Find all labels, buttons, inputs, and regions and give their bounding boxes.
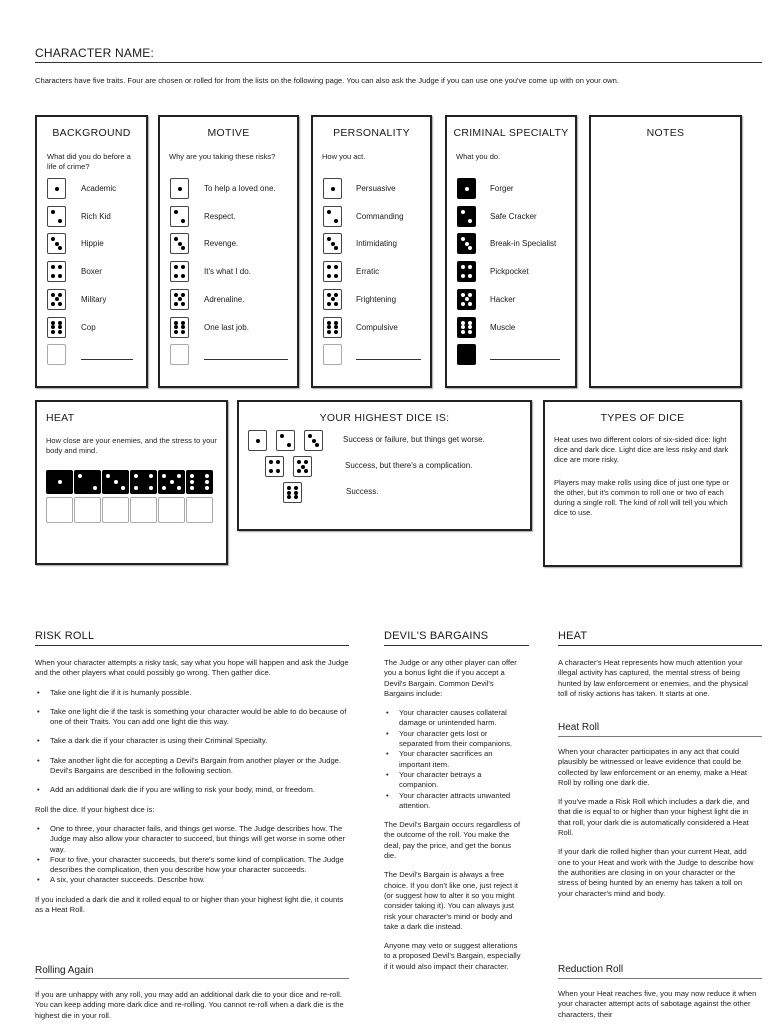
pip	[468, 246, 472, 250]
pip	[461, 237, 465, 241]
pip	[205, 486, 209, 490]
pip	[287, 486, 291, 490]
background-option[interactable]: Cop	[81, 322, 96, 332]
background-die-1-icon[interactable]	[47, 178, 66, 199]
types-of-dice-p2: Players may make rolls using dice of just one type or the other, but it's common to roll one or two of each during a single roll. The kind of roll will tell you which dice to use.	[554, 478, 730, 517]
pip	[461, 293, 465, 297]
heat-section-intro: A character's Heat represents how much attention your illegal activity has captured, the mental stress of being hunted by law enforcement or enemies, and the physical toll of risky actions has taken. It starts at one.	[558, 658, 748, 698]
criminal-die-4-icon[interactable]	[457, 261, 476, 282]
pip	[327, 265, 331, 269]
motive-die-5-icon[interactable]	[170, 289, 189, 310]
risk-roll-bullet: • Take another light die for accepting a Devil's Bargain from another player or the Judge. Devil's Bargains are described in the following section.	[35, 756, 353, 777]
risk-roll-bullet: • Take a dark die if your character is using their Criminal Specialty.	[35, 736, 353, 746]
pip	[58, 219, 62, 223]
motive-custom-line[interactable]	[204, 359, 288, 360]
highest-dice-box	[237, 400, 532, 531]
motive-die-6-icon[interactable]	[170, 317, 189, 338]
pip	[51, 302, 55, 306]
pip	[276, 460, 280, 464]
pip	[174, 325, 178, 329]
personality-custom-line[interactable]	[356, 359, 421, 360]
risk-roll-bullet: • Take one light die if the task is something your character would be able to do because of one of their Traits. You can add one light die this way.	[35, 707, 353, 728]
devils-bullet: • Your character betrays a companion.	[384, 770, 521, 791]
criminal-die-2-icon[interactable]	[457, 206, 476, 227]
pip	[58, 246, 62, 250]
pip	[58, 302, 62, 306]
pip	[327, 210, 331, 214]
personality-die-2-icon[interactable]	[323, 206, 342, 227]
pip	[461, 210, 465, 214]
pip	[461, 330, 465, 334]
devils-p2: The Devil's Bargain is always a free choice. If you don't like one, just reject it (or suggest how to alter it so you might consider taking it). You can always just risk your character's mind or body and take a dark die instead.	[384, 870, 518, 931]
pip	[287, 491, 291, 495]
heat-checkbox[interactable]	[74, 497, 101, 523]
motive-box	[158, 115, 299, 388]
personality-box	[311, 115, 432, 388]
risk-roll-roll-label: Roll the dice. If your highest dice is:	[35, 804, 155, 814]
risk-roll-rule	[35, 645, 349, 646]
personality-die-6-icon[interactable]	[323, 317, 342, 338]
pip	[287, 443, 291, 447]
heat-level-4-icon[interactable]	[130, 470, 157, 494]
heat-level-2-icon[interactable]	[74, 470, 101, 494]
devils-bullet: • Your character sacrifices an important item.	[384, 749, 521, 770]
pip	[181, 219, 185, 223]
background-option[interactable]: Military	[81, 294, 107, 304]
pip	[327, 274, 331, 278]
highest-die-2-icon	[276, 430, 295, 451]
pip	[334, 246, 338, 250]
heat-level-3-icon[interactable]	[102, 470, 129, 494]
pip	[334, 325, 338, 329]
pip	[51, 330, 55, 334]
personality-option[interactable]: Erratic	[356, 267, 380, 277]
risk-roll-outcome: • A six, your character succeeds. Describe how.	[35, 875, 353, 885]
pip	[181, 265, 185, 269]
devils-bargains-rule	[384, 645, 529, 646]
criminal-option[interactable]: Safe Cracker	[490, 211, 537, 221]
pip	[78, 474, 82, 478]
pip	[174, 293, 178, 297]
rolling-again-rule	[35, 978, 349, 979]
pip	[114, 480, 118, 484]
pip	[465, 297, 469, 301]
heat-roll-title: Heat Roll	[558, 722, 600, 733]
devils-bullets	[384, 708, 521, 811]
pip	[181, 321, 185, 325]
pip	[170, 480, 174, 484]
risk-roll-body	[35, 658, 353, 924]
pip	[106, 474, 110, 478]
pip	[149, 486, 153, 490]
highest-die-6-icon	[283, 482, 302, 503]
pip	[190, 474, 194, 478]
background-die-5-icon[interactable]	[47, 289, 66, 310]
pip	[174, 321, 178, 325]
heat-roll-p3: If your dark die rolled higher than your current Heat, add one to your Heat and work with the Judge to describe how the authorities are closing in on your character or the stress of being hunted by an enemy has taken a toll on your character's mind and body.	[558, 847, 754, 898]
motive-option[interactable]: Revenge.	[204, 239, 239, 249]
rolling-again-text: If you are unhappy with any roll, you may add an additional dark die to your dice and re-roll. You can keep adding more dark dice and re-rolling. You cannot re-roll when a dark die is the highest die in your roll.	[35, 990, 344, 1020]
pip	[174, 302, 178, 306]
criminal-option[interactable]: Forger	[490, 184, 514, 193]
background-subtitle: What did you do before a life of crime?	[47, 152, 131, 171]
pip	[162, 486, 166, 490]
heat-roll-body	[558, 747, 754, 908]
pip	[178, 187, 182, 191]
pip	[294, 495, 298, 499]
pip	[334, 330, 338, 334]
pip	[51, 265, 55, 269]
criminal-die-3-icon[interactable]	[457, 233, 476, 254]
heat-checkbox[interactable]	[158, 497, 185, 523]
criminal-specialty-title: CRIMINAL SPECIALTY	[453, 127, 569, 139]
pip	[121, 486, 125, 490]
highest-dice-title: YOUR HIGHEST DICE IS:	[319, 412, 450, 424]
pip	[55, 242, 59, 246]
personality-custom-die-icon[interactable]	[323, 344, 342, 365]
motive-title: MOTIVE	[207, 127, 250, 139]
devils-p3: Anyone may veto or suggest alterations to a proposed Devil's Bargain, especially if it would also impact their character.	[384, 941, 521, 971]
background-option[interactable]: Academic	[81, 184, 117, 193]
pip	[312, 439, 316, 443]
pip	[181, 325, 185, 329]
pip	[465, 187, 469, 191]
pip	[294, 486, 298, 490]
heat-box-subtitle: How close are your enemies, and the stress to your body and mind.	[46, 436, 217, 455]
pip	[162, 474, 166, 478]
devils-bullet: • Your character attracts unwanted attention.	[384, 791, 521, 812]
pip	[134, 474, 138, 478]
motive-die-2-icon[interactable]	[170, 206, 189, 227]
risk-roll-bullet: • Add an additional dark die if you are willing to risk your body, mind, or freedom.	[35, 785, 353, 795]
highest-dice-outcome: Success, but there's a complication.	[345, 461, 473, 470]
pip	[468, 265, 472, 269]
criminal-option[interactable]: Pickpocket	[490, 267, 529, 277]
risk-roll-bullet: • Take one light die if it is humanly possible.	[35, 688, 353, 698]
personality-title: PERSONALITY	[333, 127, 410, 139]
pip	[174, 265, 178, 269]
reduction-roll-title: Reduction Roll	[558, 964, 624, 975]
risk-roll-heat-note: If you included a dark die and it rolled equal to or higher than your highest light die, it counts as a Heat Roll.	[35, 894, 344, 915]
reduction-roll-rule	[558, 978, 762, 979]
background-title: BACKGROUND	[52, 127, 131, 139]
criminal-custom-line[interactable]	[490, 359, 560, 360]
pip	[287, 495, 291, 499]
pip	[174, 274, 178, 278]
personality-die-4-icon[interactable]	[323, 261, 342, 282]
types-of-dice-p1: Heat uses two different colors of six-sided dice: light dice and dark dice. Light dice are less risky and dark dice are more risky.	[554, 435, 729, 464]
heat-roll-p1: When your character participates in any act that could plausibly be witnessed or leave evidence that could be collected by law enforcement or an enemy, make a Heat Roll by rolling one dark die.	[558, 747, 747, 787]
pip	[58, 480, 62, 484]
background-die-3-icon[interactable]	[47, 233, 66, 254]
pip	[327, 330, 331, 334]
pip	[334, 293, 338, 297]
heat-level-1-icon[interactable]	[46, 470, 73, 494]
pip	[55, 297, 59, 301]
heat-level-6-icon[interactable]	[186, 470, 213, 494]
heat-level-5-icon[interactable]	[158, 470, 185, 494]
devils-intro: The Judge or any other player can offer you a bonus light die if you accept a Devil's Bargain. Common Devil's Bargains include:	[384, 658, 517, 698]
pip	[468, 219, 472, 223]
pip	[58, 330, 62, 334]
criminal-option[interactable]: Hacker	[490, 294, 516, 304]
criminal-option[interactable]: Muscle	[490, 322, 516, 332]
risk-roll-outcomes	[35, 824, 353, 886]
personality-option[interactable]: Compulsive	[356, 322, 398, 332]
pip	[468, 274, 472, 278]
pip	[181, 330, 185, 334]
background-die-4-icon[interactable]	[47, 261, 66, 282]
heat-section-title: HEAT	[558, 630, 588, 642]
pip	[331, 242, 335, 246]
character-name-line[interactable]	[35, 62, 762, 63]
pip	[58, 325, 62, 329]
pip	[55, 187, 59, 191]
pip	[461, 274, 465, 278]
background-box	[35, 115, 148, 388]
pip	[51, 210, 55, 214]
pip	[327, 302, 331, 306]
devils-bullet: • Your character causes collateral damage or unintended harm.	[384, 708, 521, 729]
personality-option[interactable]: Intimidating	[356, 239, 397, 249]
pip	[181, 246, 185, 250]
pip	[190, 480, 194, 484]
background-custom-die-icon[interactable]	[47, 344, 66, 365]
personality-option[interactable]: Frightening	[356, 294, 397, 304]
criminal-custom-die-icon[interactable]	[457, 344, 476, 365]
risk-roll-intro: When your character attempts a risky task, say what you hope will happen and ask the Judge and the other players what could possibly go wrong. Then gather dice.	[35, 658, 349, 678]
pip	[334, 274, 338, 278]
pip	[334, 219, 338, 223]
background-die-6-icon[interactable]	[47, 317, 66, 338]
pip	[308, 434, 312, 438]
pip	[334, 321, 338, 325]
background-die-2-icon[interactable]	[47, 206, 66, 227]
character-name-label: CHARACTER NAME:	[35, 46, 155, 60]
pip	[327, 321, 331, 325]
types-of-dice-title: TYPES OF DICE	[600, 412, 685, 424]
pip	[149, 474, 153, 478]
notes-title: NOTES	[646, 127, 685, 139]
pip	[181, 274, 185, 278]
pip	[461, 325, 465, 329]
pip	[51, 274, 55, 278]
pip	[51, 237, 55, 241]
motive-die-4-icon[interactable]	[170, 261, 189, 282]
pip	[468, 325, 472, 329]
heat-checkbox[interactable]	[102, 497, 129, 523]
devils-bullet: • Your character gets lost or separated from their companions.	[384, 729, 521, 750]
pip	[177, 474, 181, 478]
personality-option[interactable]: Persuasive	[356, 184, 396, 193]
criminal-specialty-box	[445, 115, 577, 388]
criminal-die-6-icon[interactable]	[457, 317, 476, 338]
motive-option[interactable]: To help a loved one.	[204, 184, 276, 193]
heat-checkbox[interactable]	[130, 497, 157, 523]
pip	[134, 486, 138, 490]
pip	[181, 293, 185, 297]
pip	[93, 486, 97, 490]
pip	[297, 460, 301, 464]
pip	[468, 302, 472, 306]
heat-box	[35, 400, 228, 565]
pip	[178, 297, 182, 301]
pip	[269, 469, 273, 473]
pip	[461, 302, 465, 306]
highest-die-3-icon	[304, 430, 323, 451]
heat-roll-rule	[558, 736, 762, 737]
pip	[468, 293, 472, 297]
pip	[468, 321, 472, 325]
pip	[331, 187, 335, 191]
pip	[327, 237, 331, 241]
pip	[294, 491, 298, 495]
pip	[58, 293, 62, 297]
devils-p1: The Devil's Bargain occurs regardless of the outcome of the roll. You make the deal, pay the price, and get the bonus die.	[384, 820, 521, 861]
intro-text: Characters have five traits. Four are chosen or rolled for from the lists on the following page. You can also ask the Judge if you can use one you've come up with on your own.	[35, 76, 619, 85]
pip	[205, 480, 209, 484]
criminal-die-1-icon[interactable]	[457, 178, 476, 199]
pip	[174, 210, 178, 214]
personality-option[interactable]: Commanding	[356, 211, 404, 221]
personality-subtitle: How you act.	[322, 152, 366, 161]
heat-checkbox[interactable]	[46, 497, 73, 523]
pip	[51, 321, 55, 325]
pip	[461, 321, 465, 325]
pip	[174, 330, 178, 334]
pip	[304, 460, 308, 464]
pip	[334, 302, 338, 306]
criminal-specialty-subtitle: What you do.	[456, 152, 501, 161]
highest-die-4-icon	[265, 456, 284, 477]
reduction-roll-text: When your Heat reaches five, you may now reduce it when your character attempt acts of sabotage against the other characters, their	[558, 989, 757, 1019]
pip	[51, 325, 55, 329]
pip	[468, 330, 472, 334]
highest-dice-outcome: Success.	[346, 487, 379, 496]
highest-die-5-icon	[293, 456, 312, 477]
pip	[205, 474, 209, 478]
pip	[58, 265, 62, 269]
pip	[280, 434, 284, 438]
background-custom-line[interactable]	[81, 359, 133, 360]
motive-die-3-icon[interactable]	[170, 233, 189, 254]
risk-roll-bullets	[35, 688, 353, 796]
pip	[327, 325, 331, 329]
pip	[301, 465, 305, 469]
pip	[177, 486, 181, 490]
rolling-again-title: Rolling Again	[35, 965, 94, 976]
pip	[276, 469, 280, 473]
pip	[190, 486, 194, 490]
devils-bargains-body	[384, 658, 521, 981]
risk-roll-outcome: • Four to five, your character succeeds, but there's some kind of complication. The Judge describes the complication, then you describe how your character succeeds.	[35, 855, 353, 876]
personality-die-1-icon[interactable]	[323, 178, 342, 199]
pip	[315, 443, 319, 447]
criminal-die-5-icon[interactable]	[457, 289, 476, 310]
motive-option[interactable]: Respect.	[204, 211, 236, 221]
pip	[297, 469, 301, 473]
pip	[174, 237, 178, 241]
motive-option[interactable]: One last job.	[204, 322, 249, 332]
pip	[327, 293, 331, 297]
criminal-option[interactable]: Break-in Specialist	[490, 239, 557, 249]
pip	[58, 274, 62, 278]
highest-dice-outcome: Success or failure, but things get worse.	[343, 435, 485, 444]
personality-die-3-icon[interactable]	[323, 233, 342, 254]
heat-section-rule	[558, 645, 762, 646]
devils-bargains-title: DEVIL'S BARGAINS	[384, 630, 489, 642]
heat-roll-p2: If you've made a Risk Roll which includes a dark die, and that die is equal to or higher than your highest light die in that roll, your dark die is automatically considered a Heat Roll.	[558, 797, 750, 838]
pip	[461, 265, 465, 269]
motive-subtitle: Why are you taking these risks?	[169, 152, 276, 161]
heat-checkbox[interactable]	[186, 497, 213, 523]
pip	[51, 293, 55, 297]
motive-custom-die-icon[interactable]	[170, 344, 189, 365]
pip	[256, 439, 260, 443]
pip	[304, 469, 308, 473]
motive-option[interactable]: It's what I do.	[204, 267, 251, 277]
pip	[269, 460, 273, 464]
background-option[interactable]: Boxer	[81, 267, 102, 277]
risk-roll-title: RISK ROLL	[35, 630, 95, 642]
pip	[178, 242, 182, 246]
highest-die-1-icon	[248, 430, 267, 451]
pip	[181, 302, 185, 306]
motive-option[interactable]: Adrenaline.	[204, 294, 245, 304]
personality-die-5-icon[interactable]	[323, 289, 342, 310]
heat-box-title: HEAT	[46, 412, 75, 424]
background-option[interactable]: Hippie	[81, 239, 104, 249]
motive-die-1-icon[interactable]	[170, 178, 189, 199]
pip	[331, 297, 335, 301]
pip	[58, 321, 62, 325]
risk-roll-outcome: • One to three, your character fails, and things get worse. The Judge describes how. The Judge may also allow your character to succeed, but things will get worse in some other way.	[35, 824, 353, 855]
notes-box[interactable]	[589, 115, 742, 388]
types-of-dice-box	[543, 400, 742, 567]
background-option[interactable]: Rich Kid	[81, 211, 111, 221]
pip	[334, 265, 338, 269]
pip	[465, 242, 469, 246]
